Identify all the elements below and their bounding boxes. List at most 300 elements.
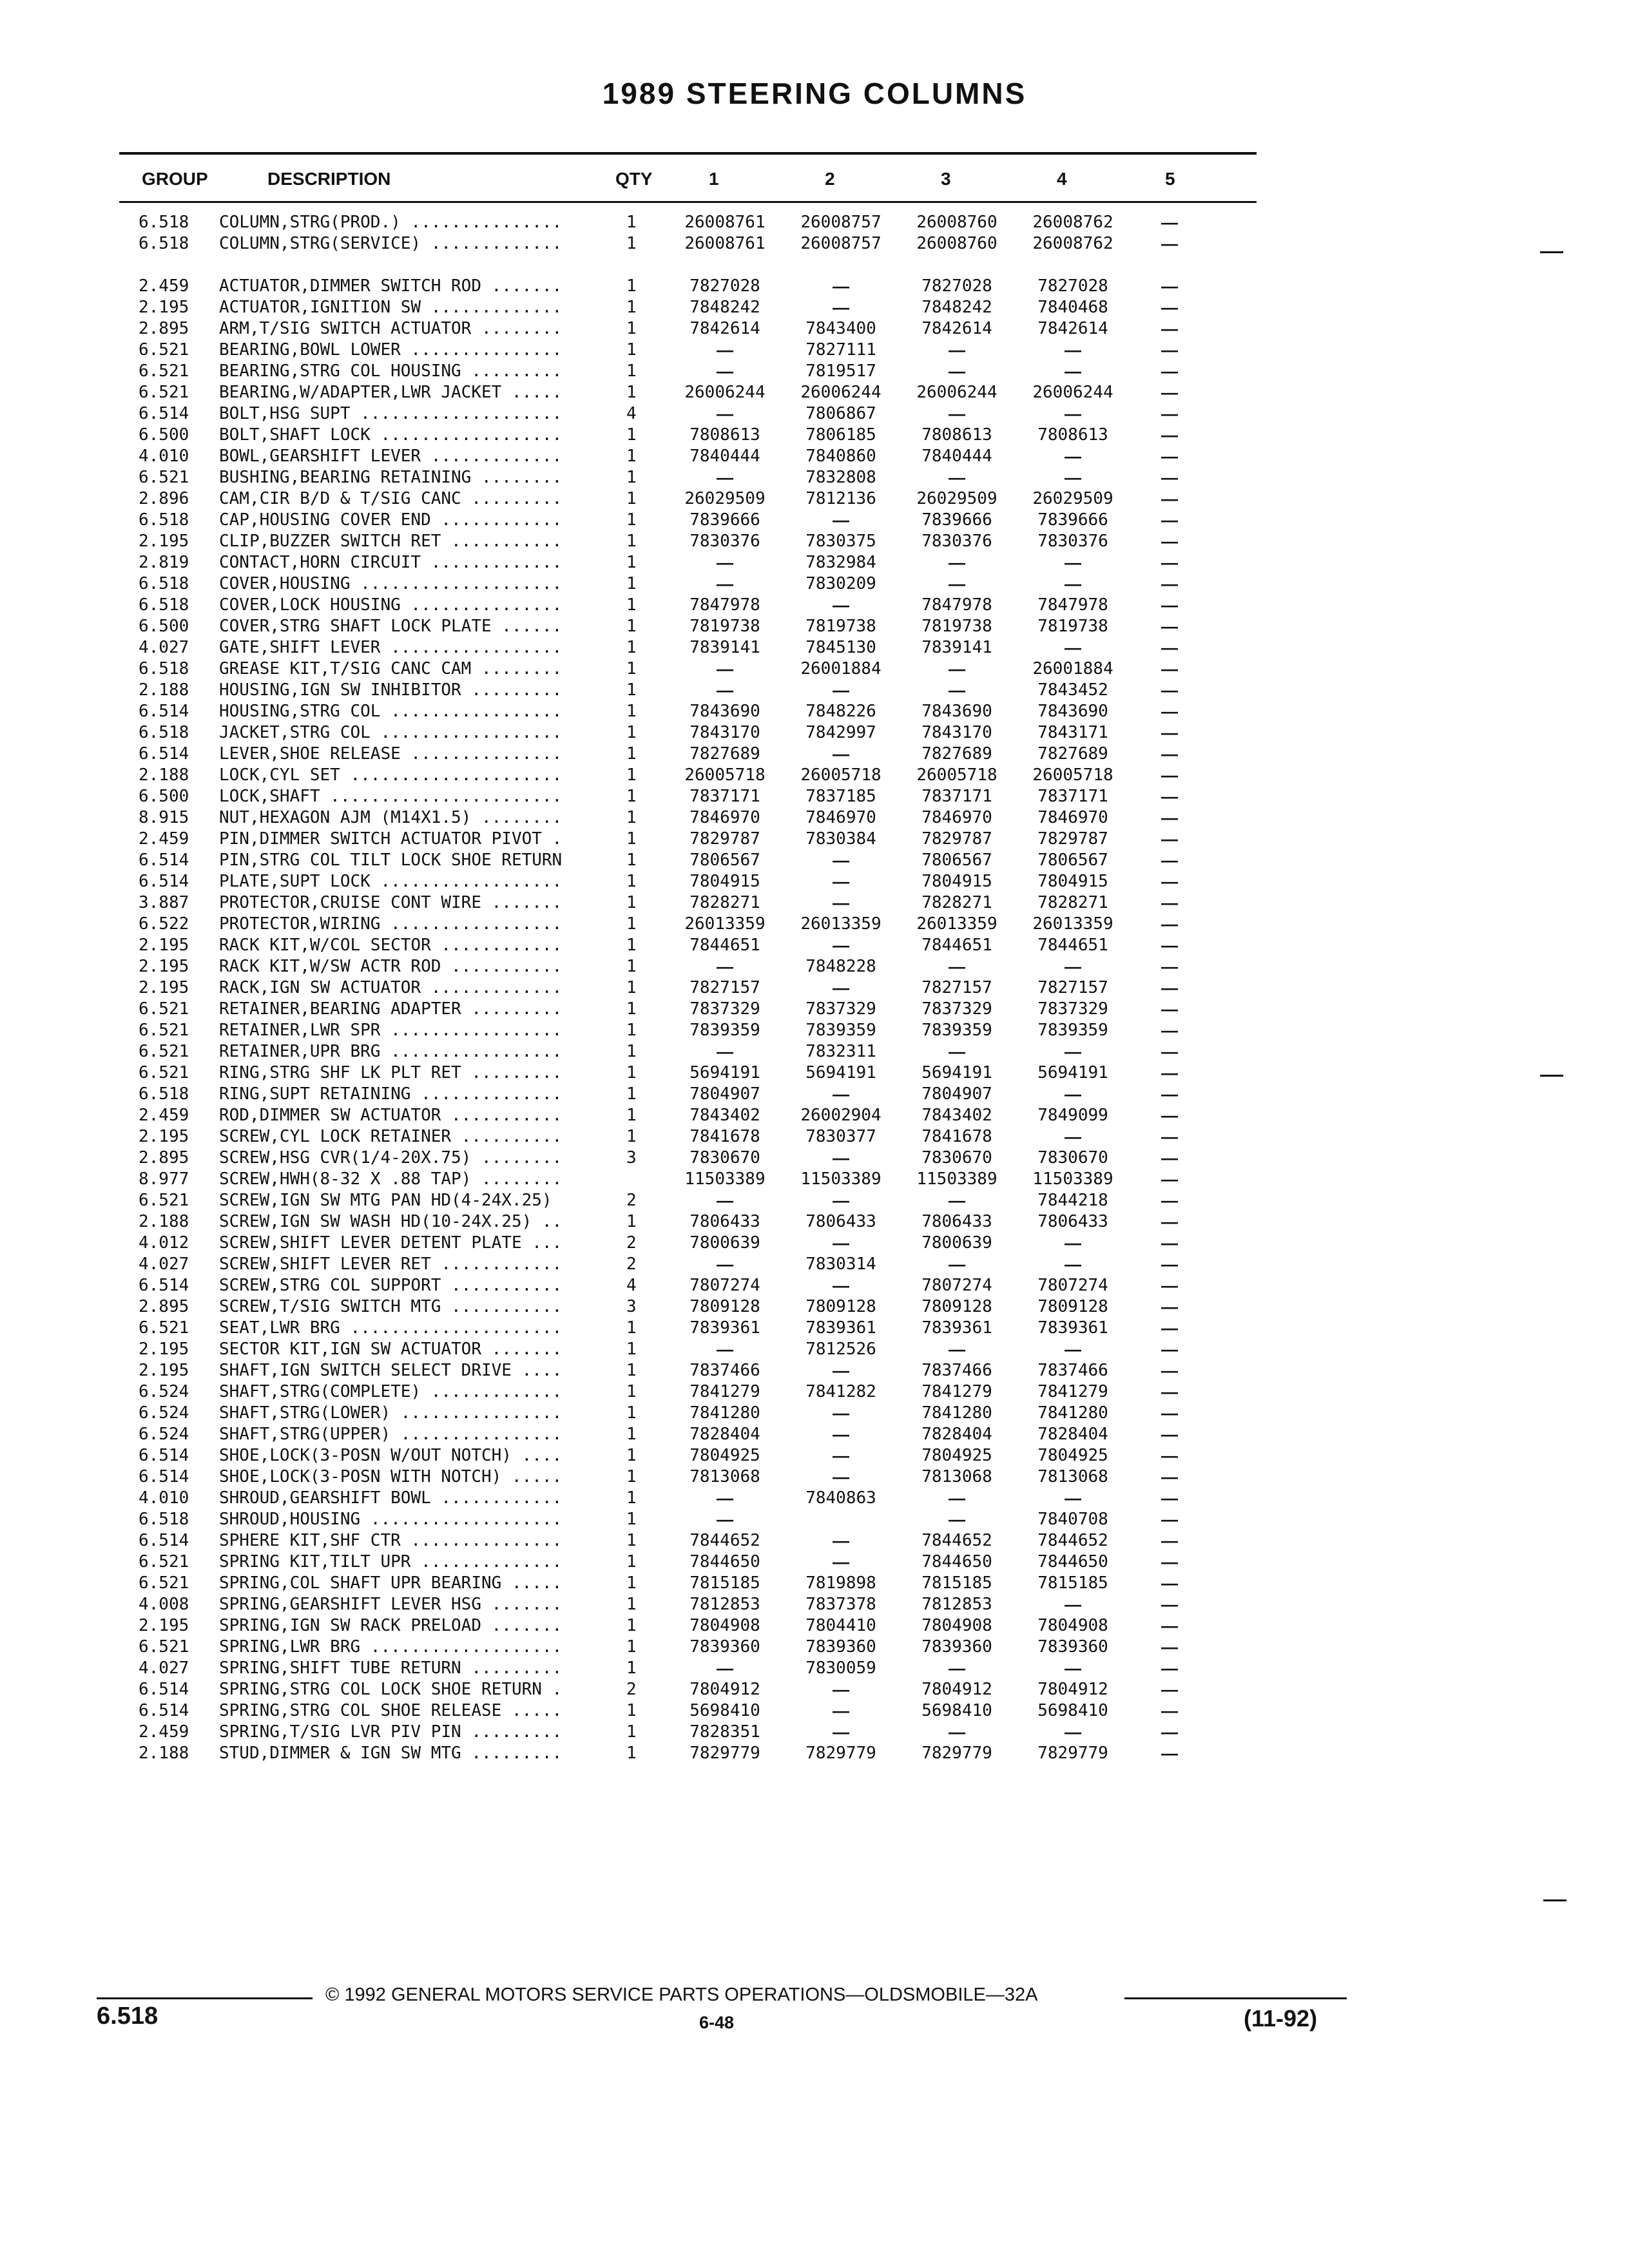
table-row	[0, 1042, 1629, 1064]
row-qty: 1	[626, 234, 637, 253]
part-number-col-5: —	[1161, 1148, 1178, 1168]
part-number-col-5: —	[1161, 276, 1178, 296]
row-description: SPRING,STRG COL LOCK SHOE RETURN .	[219, 1680, 563, 1699]
table-row	[0, 1488, 1629, 1510]
part-number-col-2: 7830209	[805, 574, 876, 593]
part-number-col-2: —	[833, 893, 849, 912]
part-number-col-3: 5698410	[921, 1701, 992, 1720]
table-row	[0, 1531, 1629, 1553]
part-number-col-3: 7839360	[921, 1637, 992, 1657]
row-qty: 1	[626, 702, 637, 721]
row-group: 4.008	[139, 1595, 189, 1614]
part-number-col-4: —	[1065, 553, 1081, 572]
part-number-col-5: —	[1161, 787, 1178, 806]
part-number-col-3: 7839361	[921, 1318, 992, 1338]
part-number-col-1: 7840444	[689, 447, 760, 466]
part-number-col-4: 7807274	[1037, 1276, 1108, 1295]
row-group: 6.514	[139, 1446, 189, 1465]
row-qty: 1	[626, 1425, 637, 1444]
part-number-col-2: 7832311	[805, 1042, 876, 1061]
row-qty: 1	[626, 1106, 637, 1125]
table-row	[0, 680, 1629, 702]
part-number-col-1: 7837329	[689, 999, 760, 1019]
part-number-col-4: 7804915	[1037, 872, 1108, 891]
part-number-col-5: —	[1161, 1063, 1178, 1082]
row-qty: 1	[626, 1212, 637, 1231]
part-number-col-5: —	[1161, 1084, 1178, 1104]
row-group: 6.518	[139, 595, 189, 615]
row-group: 2.195	[139, 1616, 189, 1635]
part-number-col-5: —	[1161, 1212, 1178, 1231]
header-rule	[119, 201, 1257, 203]
row-description: SHROUD,GEARSHIFT BOWL ............	[219, 1488, 563, 1508]
part-number-col-3: 7815185	[921, 1573, 992, 1593]
row-qty: 1	[626, 1510, 637, 1529]
part-number-col-3: 7804908	[921, 1616, 992, 1635]
part-number-col-5: —	[1161, 1297, 1178, 1316]
table-row	[0, 999, 1629, 1021]
part-number-col-1: 7807274	[689, 1276, 760, 1295]
part-number-col-3: 7806567	[921, 850, 992, 870]
part-number-col-3: 7812853	[921, 1595, 992, 1614]
part-number-col-1: 26006244	[684, 383, 766, 402]
part-number-col-4: 7819738	[1037, 617, 1108, 636]
part-number-col-5: —	[1161, 617, 1178, 636]
table-row	[0, 1573, 1629, 1595]
table-row	[0, 1297, 1629, 1319]
header-group: GROUP	[142, 169, 208, 189]
part-number-col-4: —	[1065, 468, 1081, 487]
part-number-col-4: —	[1065, 957, 1081, 976]
part-number-col-4: 7827157	[1037, 978, 1108, 997]
part-number-col-2: 26006244	[800, 383, 882, 402]
part-number-col-1: 7846970	[689, 808, 760, 827]
row-group: 6.518	[139, 1084, 189, 1104]
row-description: SHOE,LOCK(3-POSN WITH NOTCH) .....	[219, 1467, 563, 1486]
part-number-col-4: 7827028	[1037, 276, 1108, 296]
part-number-col-3: 5694191	[921, 1063, 992, 1082]
row-description: RING,STRG SHF LK PLT RET .........	[219, 1063, 563, 1082]
table-row	[0, 383, 1629, 405]
row-qty: 1	[626, 744, 637, 764]
row-description: SHAFT,STRG(UPPER) ................	[219, 1425, 563, 1444]
row-group: 6.521	[139, 340, 189, 360]
part-number-col-3: 7804915	[921, 872, 992, 891]
part-number-col-1: 7837171	[689, 787, 760, 806]
row-qty: 1	[626, 1403, 637, 1423]
part-number-col-5: —	[1161, 1552, 1178, 1571]
footer-rule-left	[97, 1997, 313, 1999]
part-number-col-5: —	[1161, 1616, 1178, 1635]
part-number-col-2: —	[833, 744, 849, 764]
row-qty: 1	[626, 850, 637, 870]
row-group: 4.027	[139, 638, 189, 657]
part-number-col-4: 7844218	[1037, 1191, 1108, 1210]
part-number-col-5: —	[1161, 1446, 1178, 1465]
table-row	[0, 617, 1629, 639]
part-number-col-3: —	[949, 340, 965, 360]
table-row	[0, 936, 1629, 957]
part-number-col-4: —	[1065, 1658, 1081, 1678]
row-group: 6.524	[139, 1382, 189, 1401]
row-qty: 1	[626, 574, 637, 593]
row-qty: 1	[626, 1467, 637, 1486]
part-number-col-1: —	[717, 1042, 733, 1061]
part-number-col-5: —	[1161, 298, 1178, 317]
part-number-col-1: 7839141	[689, 638, 760, 657]
row-group: 4.027	[139, 1254, 189, 1274]
part-number-col-1: —	[717, 361, 733, 381]
table-row	[0, 1318, 1629, 1340]
part-number-col-1: 7839666	[689, 510, 760, 530]
row-qty: 2	[626, 1254, 637, 1274]
row-qty: 1	[626, 489, 637, 508]
part-number-col-1: —	[717, 468, 733, 487]
part-number-col-2: 7812526	[805, 1340, 876, 1359]
part-number-col-3: —	[949, 1722, 965, 1742]
part-number-col-3: 7846970	[921, 808, 992, 827]
row-qty: 1	[626, 914, 637, 934]
part-number-col-5: —	[1161, 1573, 1178, 1593]
row-group: 6.514	[139, 404, 189, 423]
table-row	[0, 1595, 1629, 1617]
row-group: 6.521	[139, 1191, 189, 1210]
part-number-col-2: 7812136	[805, 489, 876, 508]
row-qty: 1	[626, 1021, 637, 1040]
row-description: SEAT,LWR BRG .....................	[219, 1318, 563, 1338]
part-number-col-2: 26013359	[800, 914, 882, 934]
part-number-col-3: 7844650	[921, 1552, 992, 1571]
row-qty: 1	[626, 765, 637, 785]
table-row	[0, 1637, 1629, 1659]
row-qty: 1	[626, 787, 637, 806]
row-qty: 1	[626, 893, 637, 912]
part-number-col-3: —	[949, 1042, 965, 1061]
part-number-col-1: —	[717, 1488, 733, 1508]
row-group: 6.518	[139, 723, 189, 742]
part-number-col-2: 7819517	[805, 361, 876, 381]
part-number-col-3: 7827689	[921, 744, 992, 764]
row-description: ARM,T/SIG SWITCH ACTUATOR ........	[219, 319, 563, 338]
part-number-col-4: 7841279	[1037, 1382, 1108, 1401]
part-number-col-5: —	[1161, 1595, 1178, 1614]
revision-date: (11-92)	[1244, 2005, 1318, 2032]
header-description: DESCRIPTION	[267, 169, 391, 189]
row-description: SPRING,T/SIG LVR PIV PIN .........	[219, 1722, 563, 1742]
part-number-col-5: —	[1161, 361, 1178, 381]
row-description: SHROUD,HOUSING ...................	[219, 1510, 563, 1529]
row-qty: 1	[626, 638, 637, 657]
part-number-col-5: —	[1161, 553, 1178, 572]
part-number-col-4: 7828271	[1037, 893, 1108, 912]
part-number-col-4: —	[1065, 1042, 1081, 1061]
row-qty: 1	[626, 680, 637, 700]
part-number-col-2: —	[833, 1276, 849, 1295]
row-description: SCREW,IGN SW WASH HD(10-24X.25) ..	[219, 1212, 563, 1231]
row-group: 6.514	[139, 1531, 189, 1550]
part-number-col-5: —	[1161, 999, 1178, 1019]
part-number-col-5: —	[1161, 659, 1178, 678]
part-number-col-1: 7830670	[689, 1148, 760, 1168]
part-number-col-1: 7837466	[689, 1361, 760, 1380]
row-group: 6.514	[139, 872, 189, 891]
table-row	[0, 1701, 1629, 1723]
part-number-col-1: 7804925	[689, 1446, 760, 1465]
part-number-col-4: —	[1065, 1254, 1081, 1274]
row-qty: 1	[626, 298, 637, 317]
table-row	[0, 213, 1629, 235]
part-number-col-4: 7829787	[1037, 829, 1108, 849]
part-number-col-1: 7839359	[689, 1021, 760, 1040]
row-group: 6.521	[139, 1063, 189, 1082]
row-qty: 1	[626, 1318, 637, 1338]
part-number-col-5: —	[1161, 702, 1178, 721]
part-number-col-5: —	[1161, 510, 1178, 530]
row-group: 6.521	[139, 468, 189, 487]
part-number-col-1: 7844651	[689, 936, 760, 955]
table-row	[0, 1254, 1629, 1276]
table-row	[0, 850, 1629, 872]
part-number-col-1: 7828404	[689, 1425, 760, 1444]
row-description: PROTECTOR,WIRING .................	[219, 914, 563, 934]
part-number-col-4: 26005718	[1032, 765, 1113, 785]
row-qty: 1	[626, 1573, 637, 1593]
row-group: 6.521	[139, 1637, 189, 1657]
part-number-col-4: 7841280	[1037, 1403, 1108, 1423]
part-number-col-5: —	[1161, 808, 1178, 827]
row-qty: 2	[626, 1191, 637, 1210]
part-number-col-5: —	[1161, 1042, 1178, 1061]
table-row	[0, 702, 1629, 724]
table-row	[0, 1446, 1629, 1468]
part-number-col-1: 7829779	[689, 1744, 760, 1763]
table-row	[0, 1382, 1629, 1404]
part-number-col-4: —	[1065, 1722, 1081, 1742]
row-group: 2.895	[139, 1148, 189, 1168]
part-number-col-5: —	[1161, 574, 1178, 593]
table-row	[0, 1021, 1629, 1043]
table-row	[0, 404, 1629, 426]
row-description: BUSHING,BEARING RETAINING ........	[219, 468, 563, 487]
row-group: 2.188	[139, 1744, 189, 1763]
row-description: SCREW,HWH(8-32 X .88 TAP) ........	[219, 1169, 563, 1189]
row-group: 6.521	[139, 1318, 189, 1338]
row-qty: 1	[626, 553, 637, 572]
row-description: BEARING,W/ADAPTER,LWR JACKET .....	[219, 383, 563, 402]
row-description: LOCK,SHAFT .......................	[219, 787, 563, 806]
part-number-col-1: —	[717, 1340, 733, 1359]
part-number-col-1: 7843170	[689, 723, 760, 742]
part-number-col-4: 7839666	[1037, 510, 1108, 530]
part-number-col-1: 7812853	[689, 1595, 760, 1614]
part-number-col-3: 7808613	[921, 425, 992, 445]
part-number-col-5: —	[1161, 1425, 1178, 1444]
part-number-col-3: 7830670	[921, 1148, 992, 1168]
part-number-col-4: —	[1065, 1233, 1081, 1253]
part-number-col-5: —	[1161, 1658, 1178, 1678]
part-number-col-3: 11503389	[916, 1169, 998, 1189]
part-number-col-5: —	[1161, 447, 1178, 466]
table-row	[0, 1616, 1629, 1638]
part-number-col-2: 7845130	[805, 638, 876, 657]
part-number-col-4: 7804925	[1037, 1446, 1108, 1465]
table-row	[0, 1169, 1629, 1191]
row-group: 6.521	[139, 361, 189, 381]
part-number-col-5: —	[1161, 1467, 1178, 1486]
part-number-col-1: 5694191	[689, 1063, 760, 1082]
part-number-col-3: —	[949, 659, 965, 678]
row-description: GATE,SHIFT LEVER .................	[219, 638, 563, 657]
part-number-col-2: —	[833, 1425, 849, 1444]
part-number-col-1: —	[717, 574, 733, 593]
row-qty: 1	[626, 1531, 637, 1550]
row-qty: 1	[626, 1488, 637, 1508]
part-number-col-5: —	[1161, 723, 1178, 742]
part-number-col-4: —	[1065, 574, 1081, 593]
part-number-col-4: —	[1065, 340, 1081, 360]
part-number-col-5: —	[1161, 978, 1178, 997]
part-number-col-3: 7841678	[921, 1127, 992, 1146]
row-qty: 1	[626, 978, 637, 997]
row-description: RACK,IGN SW ACTUATOR .............	[219, 978, 563, 997]
part-number-col-1: 7841280	[689, 1403, 760, 1423]
row-description: COVER,HOUSING ....................	[219, 574, 563, 593]
row-qty: 2	[626, 1680, 637, 1699]
row-qty: 1	[626, 447, 637, 466]
part-number-col-5: —	[1161, 1127, 1178, 1146]
part-number-col-3: 26008760	[916, 213, 998, 232]
table-row	[0, 340, 1629, 362]
row-description: BOLT,HSG SUPT ....................	[219, 404, 563, 423]
part-number-col-2: 7839361	[805, 1318, 876, 1338]
row-qty: 1	[626, 276, 637, 296]
table-row	[0, 829, 1629, 851]
row-description: BEARING,BOWL LOWER ...............	[219, 340, 563, 360]
part-number-col-2: 7848226	[805, 702, 876, 721]
part-number-col-4: 7837171	[1037, 787, 1108, 806]
title-rule	[119, 152, 1257, 155]
row-group: 6.500	[139, 787, 189, 806]
part-number-col-2: 7819738	[805, 617, 876, 636]
part-number-col-4: 26008762	[1032, 234, 1113, 253]
part-number-col-3: 7829787	[921, 829, 992, 849]
table-row	[0, 468, 1629, 490]
row-description: RETAINER,BEARING ADAPTER .........	[219, 999, 563, 1019]
part-number-col-4: 7840708	[1037, 1510, 1108, 1529]
part-number-col-1: 7839361	[689, 1318, 760, 1338]
row-qty: 1	[626, 1042, 637, 1061]
part-number-col-5: —	[1161, 1233, 1178, 1253]
part-number-col-4: —	[1065, 1127, 1081, 1146]
part-number-col-2: 7806867	[805, 404, 876, 423]
row-description: PLATE,SUPT LOCK ..................	[219, 872, 563, 891]
part-number-col-3: 7804925	[921, 1446, 992, 1465]
part-number-col-1: 7800639	[689, 1233, 760, 1253]
row-group: 6.521	[139, 1573, 189, 1593]
part-number-col-4: 7809128	[1037, 1297, 1108, 1316]
part-number-col-4: 26013359	[1032, 914, 1113, 934]
part-number-col-4: 7808613	[1037, 425, 1108, 445]
row-description: SHAFT,STRG(COMPLETE) .............	[219, 1382, 563, 1401]
row-description: COVER,LOCK HOUSING ...............	[219, 595, 563, 615]
table-row	[0, 723, 1629, 745]
part-number-col-3: 7839359	[921, 1021, 992, 1040]
part-number-col-4: 5698410	[1037, 1701, 1108, 1720]
row-qty: 1	[626, 361, 637, 381]
row-qty: 1	[626, 1382, 637, 1401]
part-number-col-1: 7806567	[689, 850, 760, 870]
part-number-col-1: 7827689	[689, 744, 760, 764]
page-number: 6-48	[699, 2013, 735, 2032]
part-number-col-3: 7843690	[921, 702, 992, 721]
row-group: 6.514	[139, 1467, 189, 1486]
table-row	[0, 1233, 1629, 1255]
part-number-col-1: 7830376	[689, 532, 760, 551]
row-description: SPRING,SHIFT TUBE RETURN .........	[219, 1658, 563, 1678]
part-number-col-3: 7804912	[921, 1680, 992, 1699]
row-group: 4.010	[139, 1488, 189, 1508]
part-number-col-1: 26008761	[684, 213, 766, 232]
table-row	[0, 1744, 1629, 1765]
part-number-col-2: 7846970	[805, 808, 876, 827]
part-number-col-1: 26013359	[684, 914, 766, 934]
part-number-col-3: 7800639	[921, 1233, 992, 1253]
page-code: 6.518	[97, 2003, 159, 2030]
part-number-col-4: 26029509	[1032, 489, 1113, 508]
row-qty: 1	[626, 468, 637, 487]
row-description: SECTOR KIT,IGN SW ACTUATOR .......	[219, 1340, 563, 1359]
row-qty: 2	[626, 1233, 637, 1253]
row-description: SCREW,IGN SW MTG PAN HD(4-24X.25)	[219, 1191, 552, 1210]
part-number-col-1: 7829787	[689, 829, 760, 849]
part-number-col-5: —	[1161, 1382, 1178, 1401]
part-number-col-5: —	[1161, 489, 1178, 508]
table-row	[0, 914, 1629, 936]
part-number-col-3: 7841279	[921, 1382, 992, 1401]
part-number-col-5: —	[1161, 404, 1178, 423]
row-group: 2.195	[139, 532, 189, 551]
row-description: PIN,DIMMER SWITCH ACTUATOR PIVOT .	[219, 829, 563, 849]
part-number-col-3: 7842614	[921, 319, 992, 338]
part-number-col-2: —	[833, 1680, 849, 1699]
part-number-col-1: 11503389	[684, 1169, 766, 1189]
row-qty: 1	[626, 1658, 637, 1678]
header-qty: QTY	[615, 169, 653, 189]
part-number-col-2: 7819898	[805, 1573, 876, 1593]
part-number-col-4: 7804908	[1037, 1616, 1108, 1635]
row-group: 6.521	[139, 383, 189, 402]
part-number-col-2: —	[833, 1446, 849, 1465]
row-group: 2.195	[139, 1361, 189, 1380]
row-description: BEARING,STRG COL HOUSING .........	[219, 361, 563, 381]
part-number-col-1: 7806433	[689, 1212, 760, 1231]
part-number-col-1: 7844652	[689, 1531, 760, 1550]
table-row	[0, 1510, 1629, 1532]
row-group: 2.195	[139, 298, 189, 317]
row-description: NUT,HEXAGON AJM (M14X1.5) ........	[219, 808, 563, 827]
row-description: SHAFT,STRG(LOWER) ................	[219, 1403, 563, 1423]
part-number-col-3: 7827028	[921, 276, 992, 296]
part-number-col-4: 7849099	[1037, 1106, 1108, 1125]
row-group: 6.518	[139, 234, 189, 253]
part-number-col-3: —	[949, 1254, 965, 1274]
row-group: 2.896	[139, 489, 189, 508]
row-group: 3.887	[139, 893, 189, 912]
row-qty: 4	[626, 1276, 637, 1295]
row-group: 2.195	[139, 978, 189, 997]
table-row	[0, 744, 1629, 766]
part-number-col-1: 7813068	[689, 1467, 760, 1486]
